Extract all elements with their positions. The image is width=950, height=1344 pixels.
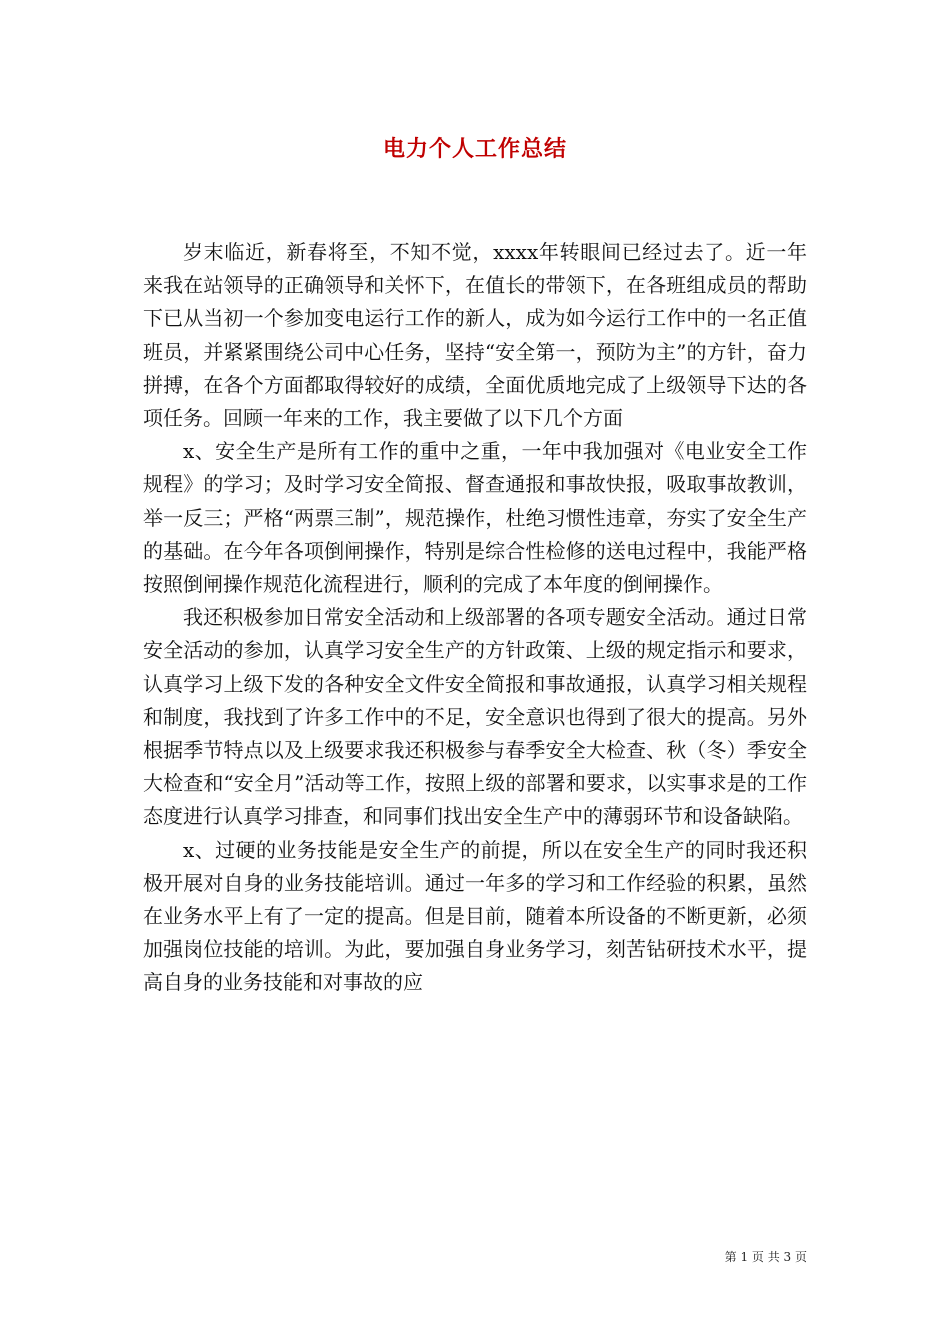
page-number-footer: 第 1 页 共 3 页 (724, 1250, 807, 1264)
document-body (143, 236, 807, 1000)
document-title: 电力个人工作总结 (382, 136, 567, 162)
paragraph-4: x、过硬的业务技能是安全生产的前提，所以在安全生产的同时我还积极开展对自身的业务技能培训。通过一年多的学习和工作经验的积累，虽然在业务水平上有了一定的提高。但是目前，随着本所设备的不断更新，必须加强岗位技能的培训。为此，要加强自身业务学习，刻苦钻研技术水平，提高自身的业务技能和对事故的应 (143, 837, 807, 995)
paragraph-1: 岁末临近，新春将至，不知不觉，xxxx年转眼间已经过去了。近一年来我在站领导的正确领导和关怀下，在值长的带领下，在各班组成员的帮助下已从当初一个参加变电运行工作的新人，成为如今运行工作中的一名正值班员，并紧紧围绕公司中心任务，坚持“安全第一，预防为主”的方针，奋力拼搏，在各个方面都取得较好的成绩，全面优质地完成了上级领导下达的各项任务。回顾一年来的工作，我主要做了以下几个方面 (143, 240, 807, 431)
paragraph-3: 我还积极参加日常安全活动和上级部署的各项专题安全活动。通过日常安全活动的参加，认真学习安全生产的方针政策、上级的规定指示和要求，认真学习上级下发的各种安全文件安全简报和事故通报，认真学习相关规程和制度，我找到了许多工作中的不足，安全意识也得到了很大的提高。另外根据季节特点以及上级要求我还积极参与春季安全大检查、秋（冬）季安全大检查和“安全月”活动等工作，按照上级的部署和要求，以实事求是的工作态度进行认真学习排查，和同事们找出安全生产中的薄弱环节和设备缺陷。 (143, 605, 807, 829)
paragraph-2: x、安全生产是所有工作的重中之重，一年中我加强对《电业安全工作规程》的学习；及时学习安全简报、督查通报和事故快报，吸取事故教训，举一反三；严格“两票三制”，规范操作，杜绝习惯性违章，夯实了安全生产的基础。在今年各项倒闸操作，特别是综合性检修的送电过程中，我能严格按照倒闸操作规范化流程进行，顺利的完成了本年度的倒闸操作。 (143, 439, 807, 597)
